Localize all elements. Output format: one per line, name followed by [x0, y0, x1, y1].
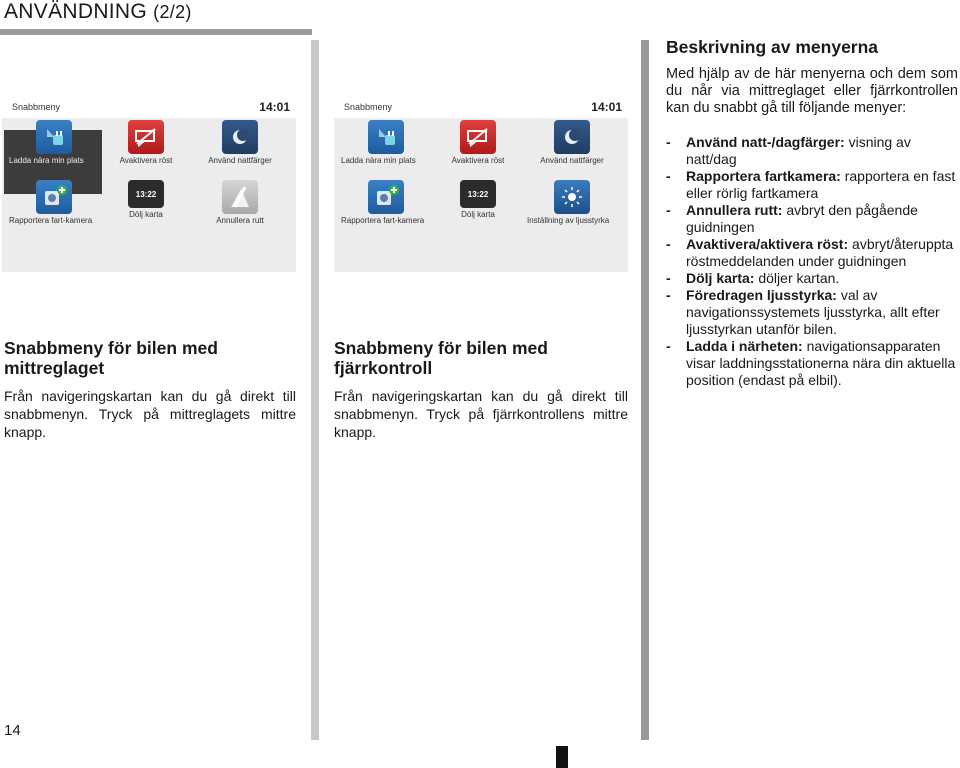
screen-clock: 14:01: [591, 100, 622, 114]
tile-label: Avaktivera röst: [451, 156, 505, 165]
section-heading: Beskrivning av menyerna: [666, 37, 879, 57]
title-rule: [0, 29, 312, 35]
tile-report-speed-camera[interactable]: [340, 180, 432, 240]
item-term: Föredragen ljusstyrka:: [686, 287, 837, 303]
item-desc: döljer kartan.: [758, 270, 840, 286]
page-title-text: ANVÄNDNING: [4, 0, 148, 23]
item-desc: val av navigationssystemets ljusstyrka, allt efter ljusstyrkan utanför bilen.: [686, 287, 940, 337]
tile-night-colors[interactable]: [526, 120, 618, 180]
screen-clock: 14:01: [259, 100, 290, 114]
column-2-text: [334, 338, 628, 441]
section-heading: Snabbmeny för bilen med mittreglaget: [4, 338, 218, 378]
mini-screen-clock: 13:22: [135, 189, 157, 199]
brightness-icon: [554, 180, 590, 214]
mute-voice-icon: [460, 120, 496, 154]
tile-label: Annullera rutt: [216, 216, 264, 225]
tile-brightness[interactable]: [526, 180, 618, 240]
quickmenu-screen-b: [334, 96, 628, 272]
item-term: Rapportera fartkamera:: [686, 168, 841, 184]
screen-header-label: Snabbmeny: [12, 102, 61, 112]
tile-label: Använd nattfärger: [540, 156, 604, 165]
column-3-text: [666, 37, 958, 389]
section-paragraph: Från navigeringskartan kan du gå direkt till snabbmenyn. Tryck på fjärrkontrollens mittre knapp.: [334, 388, 628, 440]
mute-voice-icon: [128, 120, 164, 154]
page-title-suffix: (2/2): [153, 2, 192, 22]
hide-map-icon: [460, 180, 496, 208]
section-intro: Med hjälp av de här menyerna och dem som du når via mittreglaget eller fjärrkontrollen kan du snabbt gå till följande menyer:: [666, 66, 958, 116]
tile-grid: [2, 118, 296, 272]
item-term: Avaktivera/aktivera röst:: [686, 236, 849, 252]
tile-mute-voice[interactable]: [432, 120, 524, 180]
item-desc: rapportera en fast eller rörlig fartkamera: [686, 168, 956, 201]
thumb-marker: [556, 746, 568, 768]
list-item: - Använd natt-/dagfärger: visning av natt/dag: [666, 134, 911, 167]
item-term: Annullera rutt:: [686, 202, 783, 218]
tile-label: Inställning av ljusstyrka: [527, 216, 610, 225]
tile-label: Dölj karta: [461, 210, 495, 219]
item-term: Dölj karta:: [686, 270, 755, 286]
page-number: 14: [4, 722, 21, 739]
night-colors-icon: [554, 120, 590, 154]
tile-label: Rapportera fart-kamera: [341, 216, 425, 225]
tile-hide-map[interactable]: [100, 180, 192, 240]
tile-night-colors[interactable]: [194, 120, 286, 180]
section-paragraph: Från navigeringskartan kan du gå direkt till snabbmenyn. Tryck på mittreglagets mittre knapp.: [4, 388, 296, 440]
column-divider-1: [311, 40, 319, 740]
night-colors-icon: [222, 120, 258, 154]
list-item: - Rapportera fartkamera: rapportera en fast eller rörlig fartkamera: [666, 168, 956, 201]
list-item: - Föredragen ljusstyrka: val av navigationssystemets ljusstyrka, allt efter ljusstyrkan utanför bilen.: [666, 287, 940, 337]
page-title: [4, 0, 192, 24]
list-item: - Avaktivera/aktivera röst: avbryt/återuppta röstmeddelanden under guidningen: [666, 236, 954, 269]
list-item: - Dölj karta: döljer kartan.: [666, 270, 840, 286]
tile-cancel-route[interactable]: [194, 180, 286, 240]
item-term: Använd natt-/dagfärger:: [686, 134, 845, 150]
item-desc: avbryt/återuppta röstmeddelanden under guidningen: [686, 236, 954, 269]
tile-label: Ladda nära min plats: [341, 156, 416, 165]
tile-label: Använd nattfärger: [208, 156, 272, 165]
screen-header: [2, 96, 296, 118]
tile-label: Dölj karta: [129, 210, 163, 219]
charging-station-icon: [368, 120, 404, 154]
charging-station-icon: [36, 120, 72, 154]
tile-mute-voice[interactable]: [100, 120, 192, 180]
item-desc: avbryt den pågående guidningen: [686, 202, 918, 235]
item-term: Ladda i närheten:: [686, 338, 803, 354]
menu-description-list: [666, 134, 958, 389]
section-heading: Snabbmeny för bilen med fjärrkontroll: [334, 338, 548, 378]
tile-hide-map[interactable]: [432, 180, 524, 240]
screen-header: [334, 96, 628, 118]
list-item: - Annullera rutt: avbryt den pågående guidningen: [666, 202, 918, 235]
tile-label: Rapportera fart-kamera: [9, 216, 93, 225]
tile-label: Ladda nära min plats: [9, 156, 84, 165]
item-desc: visning av natt/dag: [686, 134, 911, 167]
tile-label: Avaktivera röst: [119, 156, 173, 165]
list-item: - Ladda i närheten: navigationsapparaten visar laddningsstationerna nära din aktuella position (endast på elbil).: [666, 338, 956, 388]
tile-charge-nearby[interactable]: [8, 120, 100, 180]
speed-camera-icon: [368, 180, 404, 214]
speed-camera-icon: [36, 180, 72, 214]
mini-screen-clock: 13:22: [467, 189, 489, 199]
quickmenu-screen-a: [2, 96, 296, 272]
tile-report-speed-camera[interactable]: [8, 180, 100, 240]
cancel-route-icon: [222, 180, 258, 214]
column-1-text: [4, 338, 296, 441]
tile-charge-nearby[interactable]: [340, 120, 432, 180]
screen-header-label: Snabbmeny: [344, 102, 393, 112]
column-divider-2: [641, 40, 649, 740]
tile-grid: [334, 118, 628, 272]
hide-map-icon: [128, 180, 164, 208]
item-desc: navigationsapparaten visar laddningsstationerna nära din aktuella position (endast på elbil).: [686, 338, 956, 388]
